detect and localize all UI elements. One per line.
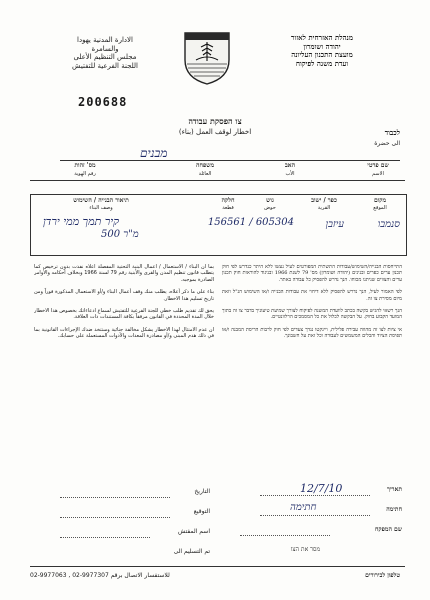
identity-header-father: האב	[284, 162, 296, 169]
header-hebrew	[232, 34, 412, 68]
address-header-village: כפר / ישוב	[311, 197, 337, 204]
footer-phone-hebrew: טלפון לבירורים	[365, 572, 400, 579]
identity-header-family-ar: العائلة	[198, 171, 212, 177]
address-header-parcel: חלקה	[221, 197, 235, 204]
body-hebrew-p4: אי ציות לצו זה מהווה עבירה פלילית, ויינקטו נגדך צעדים לפי חוק לרבות הריסת המבנה ו/או תפיסת הציוד והכלים המשמשים לעבודה וכל זאת על חשבונך.	[222, 326, 402, 340]
address-table	[30, 194, 407, 256]
name-underline	[60, 160, 400, 161]
identity-header-id: מס' זהות	[74, 162, 96, 169]
address-header-block: גוש	[266, 197, 274, 204]
identity-header-id-ar: رقم الهوية	[74, 171, 96, 177]
arabic-date-line	[60, 497, 170, 498]
address-header-block-ar: حوض	[264, 205, 276, 211]
header-arabic-line1: الادارة المدنية يهودا	[77, 36, 133, 44]
header-arabic-line4: اللجنة الفرعية للتفتيش	[71, 61, 138, 70]
address-header-village-ar: القرية	[317, 205, 331, 211]
address-header-parcel-ar: قطعة	[222, 205, 234, 211]
header-arabic-line2: والسامرة	[91, 44, 119, 53]
form-title-arabic: اخطار لوقف العمل (بناء)	[178, 128, 252, 136]
body-arabic-p2: بناء على ما ذكر أعلاه، يطلب منك وقف أعمال البناء و/أو الاستعمال المذكورة فوراً ومن تاريخ تسليم هذا الاخطار.	[34, 289, 214, 302]
address-header-description-ar: وصف البناء	[89, 205, 113, 211]
address-header-place: מקום	[373, 197, 387, 204]
body-arabic	[34, 264, 214, 514]
hebrew-signature-line	[260, 515, 370, 516]
address-header-place-ar: الموقع	[373, 205, 387, 211]
emblem-icon	[182, 30, 232, 86]
body-arabic-p4: ان عدم الامتثال لهذا الاخطار يشكل مخالفة جنائية وستتخذ ضدك الإجراءات القانونية بما في ذلك هدم المبنى و/أو مصادرة المعدات والأدوات المستعملة على حسابك.	[34, 326, 214, 340]
arabic-inspector-line	[60, 537, 150, 538]
identity-table-rule	[30, 180, 405, 181]
identity-header-first-name: שם פרטי	[367, 162, 389, 169]
hebrew-signature-label: חתימה	[386, 506, 402, 513]
arabic-inspector-label: اسم المفتش	[177, 528, 210, 535]
handwritten-name: מבנים	[140, 146, 168, 160]
handwritten-village: עיזבן	[325, 219, 344, 230]
recipient-label-arabic: الى حضرة	[374, 140, 400, 147]
identity-header-father-ar: الأب	[285, 171, 295, 177]
address-header-description: תיאור הבנייה / השימוש	[73, 197, 129, 204]
handwritten-block-id: 156561 / 605304	[207, 217, 294, 228]
body-arabic-p1: بما أن البناء / الاستعمال / أعمال البنية التحتية المفصلة أعلاه نفذت بدون ترخيص كما يتطلب قانون تنظيم المدن والقرى والأبنية رقم 79 لسنة 1966 وبخلاف أحكامه والأوامر الصادرة بموجبه.	[34, 264, 214, 283]
hebrew-date-line	[260, 495, 370, 496]
handwritten-place: סנמבו	[377, 219, 400, 230]
identity-header-first-name-ar: الاسم	[372, 171, 384, 177]
arabic-delivered-to: تم التسليم الى	[173, 548, 210, 555]
body-hebrew-p2: לפי האמור לעיל, הנך נדרש להפסיק ללא דיחוי את עבודות הבנייה ו/או השימוש הנ"ל וזאת מיום מסירת צו זה.	[222, 289, 402, 302]
hebrew-issued-by: מסר את הצו	[290, 546, 320, 553]
arabic-signature-label: التوقيع	[193, 508, 210, 515]
footer-rule	[30, 566, 405, 567]
body-hebrew	[222, 264, 402, 514]
identity-header-family: משפחה	[195, 162, 215, 169]
recipient-label-hebrew: לכבוד	[384, 128, 400, 137]
handwritten-date: 12/7/10	[300, 482, 343, 495]
body-hebrew-p1: התייחסות הבנייה/השימוש/עבודות התשתית המפורטים לעיל נעשו ללא היתר כנדרש לפי חוק תכנון ערים כפרים ובנינים (יהודה ושומרון) מס' 79 לשנת 1966 ובניגוד להוראות חוק תכנון ערים והצווים שניתנו מכוחו. הנך נדרש להפסיק כל עבודה באתר.	[222, 264, 402, 283]
hebrew-date-label: תאריך	[387, 486, 402, 493]
hebrew-inspector-line	[240, 535, 330, 536]
arabic-date-label: التاريخ	[194, 488, 210, 495]
handwritten-area: 500 מ"ר	[101, 229, 139, 240]
header-arabic	[40, 36, 170, 70]
header-hebrew-line3: מועצת התכנון העליונה	[291, 50, 353, 60]
form-number: 200688	[78, 95, 128, 109]
header-arabic-line3: مجلس التنظيم الأعلى	[73, 53, 137, 62]
arabic-signature-line	[60, 517, 170, 518]
identity-table	[30, 162, 405, 192]
header-hebrew-line1: מנהלת האזרחית לאזור	[291, 33, 353, 42]
header-hebrew-line4: ועדת משנה לפיקוח	[295, 58, 349, 68]
header-hebrew-line2: יהודה ושומרון	[303, 41, 341, 51]
form-title-hebrew: צו הפסקת עבודה	[188, 116, 242, 126]
footer-phone-arabic: 02-9977063 , 02-9977307 للاستفسار الاتصال برقم	[30, 572, 170, 579]
handwritten-signature: חתימה	[290, 502, 317, 513]
handwritten-description: קיר תמך ממי ירדן	[43, 215, 119, 228]
body-arabic-p3: يحق لك تقديم طلب خطي للجنة الفرعية للتفتيش لسماع ادعاءاتك بخصوص هذا الاخطار خلال المدة المحددة في القانون مرفقاً بكافة المستندات ذات العلاقة.	[34, 308, 214, 321]
hebrew-inspector-label: שם המפקח	[374, 526, 402, 533]
body-hebrew-p3: הנך רשאי להגיש בקשה בכתב לוועדת המשנה לפיקוח לצורך שמיעת טיעוניך בדבר צו זה בתוך המועד הקבוע בחוק. על הבקשה לכלול את כל המסמכים הרלוונטיים.	[222, 308, 402, 321]
